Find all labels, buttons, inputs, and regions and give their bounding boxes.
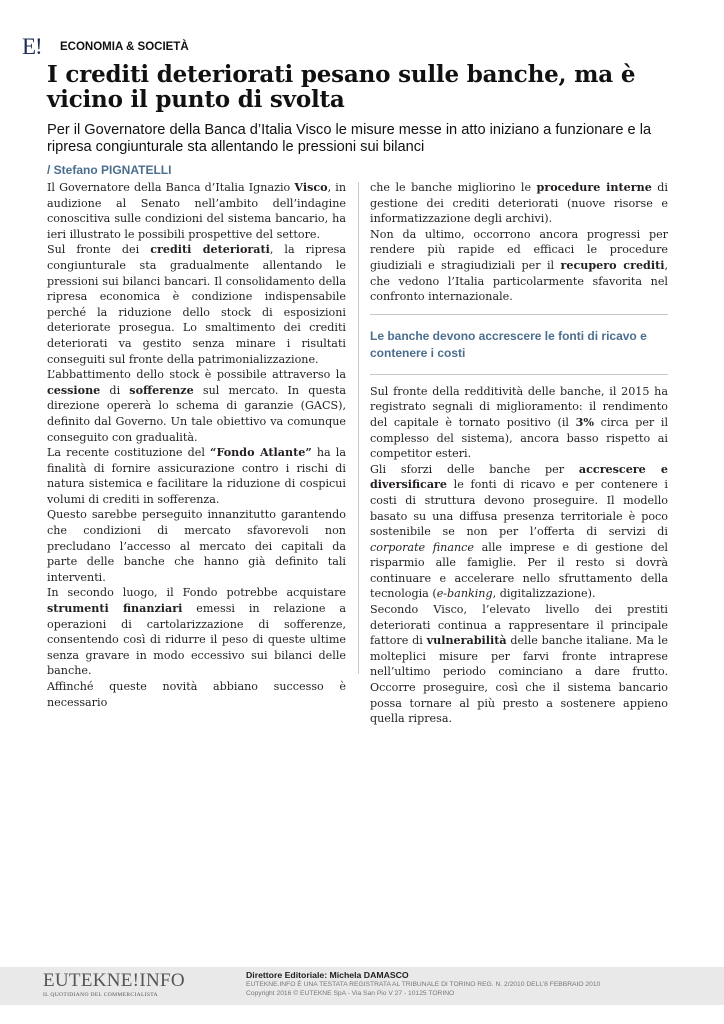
paragraph: Non da ultimo, occorrono ancora progressi per rendere più rapide ed efficaci le procedure giudiziali e stragiudiziali per il recupero crediti, che vedono l’Italia particolarmente sfavorita nel confronto internazionale. bbox=[370, 227, 668, 304]
footer-legal bbox=[246, 980, 600, 998]
paragraph: Questo sarebbe perseguito innanzitutto garantendo che condizioni di mercato sfavorevoli non precludano l’accesso al mercato dei capitali da parte delle banche che hanno già definito tali interventi. bbox=[47, 508, 346, 584]
article-byline: / Stefano PIGNATELLI bbox=[47, 163, 172, 177]
subheading-rule-top bbox=[370, 314, 668, 315]
page-header bbox=[22, 34, 189, 60]
italic-term: e-banking bbox=[436, 587, 493, 601]
paragraph: Sul fronte dei crediti deteriorati, la ripresa congiunturale sta gradualmente allentando le pressioni sui bilanci bancari. Il consolidamento della ripresa economica è condizione indispensabile perché la riduzione dello stock di esposizioni deteriorate prosegua. Lo smaltimento dei crediti deteriorati va gestito senza minare i risultati conseguiti sul fronte della patrimonializzazione. bbox=[47, 243, 346, 366]
paragraph: In secondo luogo, il Fondo potrebbe acquistare strumenti finanziari emessi in relazione a operazioni di cartolarizzazione di sofferenze, consentendo così di ridurre il peso di queste ultime senza gravare in modo eccessivo sui bilanci delle banche. bbox=[47, 586, 346, 678]
article-subtitle: Per il Governatore della Banca d’Italia Visco le misure messe in atto iniziano a funzionare e la ripresa congiunturale sta allentando le pressioni sui bilanci bbox=[47, 122, 652, 155]
bold-term: sofferenze bbox=[129, 383, 194, 397]
section-label: ECONOMIA & SOCIETÀ bbox=[60, 41, 189, 53]
paragraph: Gli sforzi delle banche per accrescere e diversificare le fonti di ricavo e per contenere i costi di struttura devono proseguire. Il modello basato su una diffusa presenza territoriale è poco sostenibile se non per l’offerta di servizi di corporate finance alle imprese e di gestione del risparmio alle famiglie. Per il resto si dovrà continuare e accelerare nello sfruttamento della tecnologia (e-banking, digitalizzazione). bbox=[370, 462, 668, 601]
article-title: I crediti deteriorati pesano sulle banche, ma è vicino il punto di svolta bbox=[47, 61, 636, 113]
footer-tagline: IL QUOTIDIANO DEL COMMERCIALISTA bbox=[43, 992, 158, 998]
bold-term: vulnerabilità bbox=[426, 634, 507, 648]
article-column-right bbox=[370, 180, 668, 727]
column-divider bbox=[358, 182, 359, 674]
paragraph: Affinché queste novità abbiano successo è necessario bbox=[47, 680, 346, 709]
footer-registration: EUTEKNE.INFO È UNA TESTATA REGISTRATA AL TRIBUNALE DI TORINO REG. N. 2/2010 DELL’8 FEBBRAIO 2010 bbox=[246, 981, 601, 988]
right-column-body-top bbox=[370, 180, 668, 305]
article-subheading: Le banche devono accrescere le fonti di ricavo e contenere i costi bbox=[370, 328, 647, 360]
bold-term: procedure interne bbox=[536, 181, 652, 194]
bold-term: cessione bbox=[47, 383, 101, 397]
right-column-body-bottom bbox=[370, 384, 668, 727]
bold-term: “Fondo Atlante” bbox=[210, 446, 312, 460]
left-column-body bbox=[47, 180, 346, 710]
bold-term: 3% bbox=[575, 415, 594, 429]
subheading-rule-bottom bbox=[370, 374, 668, 375]
paragraph: che le banche migliorino le procedure interne di gestione dei crediti deteriorati (nuove risorse e informatizzazione degli archivi). bbox=[370, 181, 668, 226]
page-footer bbox=[0, 967, 724, 1005]
footer-copyright: Copyright 2016 © EUTEKNE SpA - Via San Pio V 27 - 10125 TORINO bbox=[246, 990, 455, 997]
paragraph: Sul fronte della redditività delle banche, il 2015 ha registrato segnali di miglioramento: il rendimento del capitale è tornato positivo (il 3% circa per il complesso del sistema), ancora basso rispetto ai competitor esteri. bbox=[370, 384, 669, 461]
bold-term: crediti deteriorati bbox=[150, 243, 270, 257]
paragraph: Secondo Visco, l’elevato livello dei prestiti deteriorati continua a rappresentare il principale fattore di vulnerabilità delle banche italiane. Ma le molteplici misure per farvi fronte intraprese nell’ultimo periodo cominciano a dare frutto. Occorre proseguire, così che il sistema bancario possa tornare al più presto a sostenere appieno quella ripresa. bbox=[370, 603, 668, 726]
paragraph: La recente costituzione del “Fondo Atlante” ha la finalità di fornire assicurazione contro i rischi di natura sistemica e facilitare la riduzione di cospicui volumi di crediti in sofferenza. bbox=[47, 446, 346, 506]
eutekne-logo-mark: E! bbox=[22, 34, 42, 59]
article-column-left bbox=[47, 180, 346, 710]
eutekne-info-logo: EUTEKNE!INFO bbox=[43, 970, 185, 991]
footer-director: Direttore Editoriale: Michela DAMASCO bbox=[246, 970, 409, 980]
bold-term: recupero crediti bbox=[560, 258, 665, 272]
paragraph: Il Governatore della Banca d’Italia Ignazio Visco, in audizione al Senato nell’ambito dell’indagine conoscitiva sulle condizioni del sistema bancario, ha ieri illustrato le possibili prospettive del settore. bbox=[47, 181, 347, 241]
bold-term: accrescere e diversificare bbox=[370, 462, 668, 492]
paragraph: L’abbattimento dello stock è possibile attraverso la cessione di sofferenze sul mercato. In questa direzione opererà lo schema di garanzie (GACS), definito dal Governo. Un tale obiettivo va comunque conseguito con gradualità. bbox=[47, 368, 347, 444]
bold-term: strumenti finanziari bbox=[47, 602, 183, 616]
italic-term: corporate finance bbox=[370, 540, 475, 554]
bold-term: Visco bbox=[294, 181, 328, 194]
